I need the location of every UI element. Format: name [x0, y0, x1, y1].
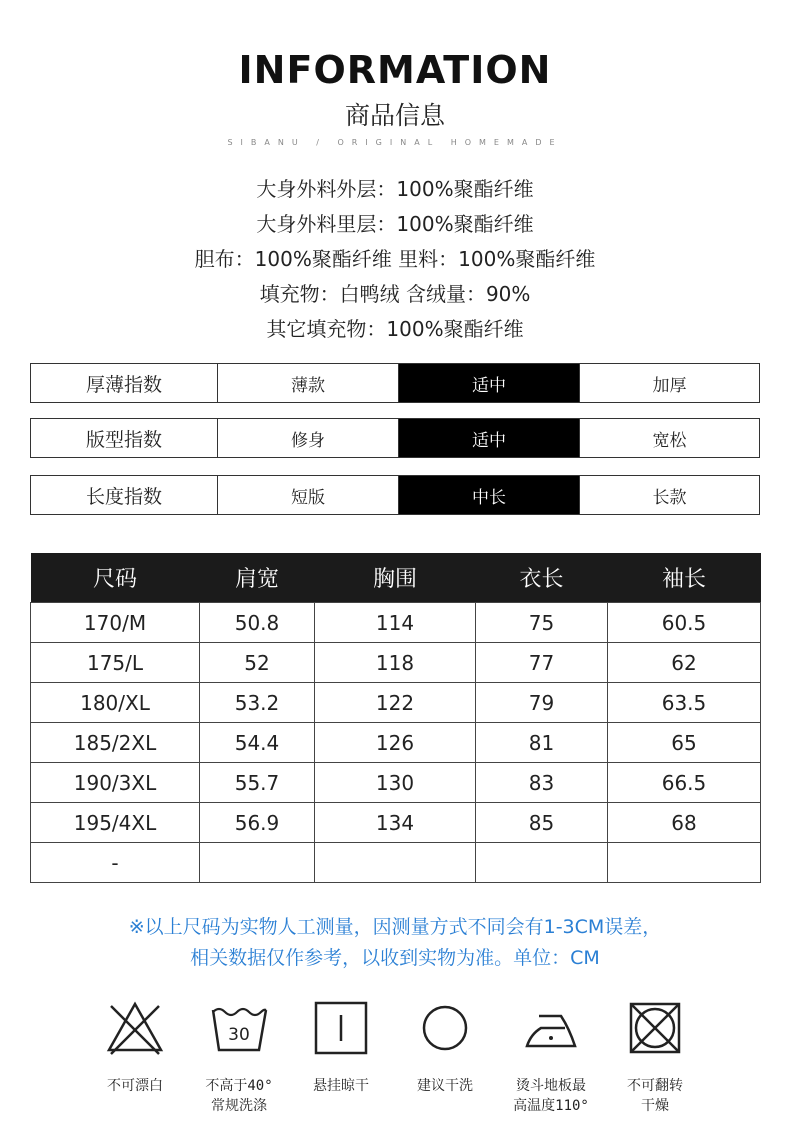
- table-cell: 63.5: [608, 683, 761, 723]
- care-item: [80, 998, 190, 1096]
- table-cell: 62: [608, 643, 761, 683]
- table-cell: 122: [315, 683, 476, 723]
- no-bleach-icon: [105, 998, 165, 1058]
- table-cell: 83: [476, 763, 608, 803]
- table-cell: 185/2XL: [31, 723, 200, 763]
- table-cell: 53.2: [200, 683, 315, 723]
- table-cell: 55.7: [200, 763, 315, 803]
- index-option-selected: 适中: [398, 419, 579, 457]
- care-item: [390, 998, 500, 1096]
- hang-dry-icon: [311, 998, 371, 1058]
- care-item: [496, 998, 606, 1116]
- column-header: 胸围: [315, 553, 476, 603]
- table-cell: 190/3XL: [31, 763, 200, 803]
- care-label: 悬挂晾干: [313, 1078, 369, 1094]
- care-label: 不可翻转: [627, 1078, 683, 1094]
- table-cell: 130: [315, 763, 476, 803]
- index-label: 厚薄指数: [85, 373, 162, 396]
- care-label: 常规洗涤: [211, 1098, 267, 1114]
- brand-subtitle: SIBANU / ORIGINAL HOMEMADE: [227, 138, 563, 147]
- size-table-header: [31, 553, 761, 603]
- table-row: [31, 803, 761, 843]
- table-row: [31, 843, 761, 883]
- table-row: [31, 603, 761, 643]
- index-label: 版型指数: [85, 428, 162, 451]
- care-label: 干燥: [641, 1098, 669, 1114]
- table-cell: [608, 843, 761, 883]
- table-cell: 77: [476, 643, 608, 683]
- index-option: 加厚: [579, 364, 759, 402]
- measurement-note: [0, 912, 790, 974]
- table-cell: 66.5: [608, 763, 761, 803]
- title-cn: 商品信息: [344, 101, 445, 130]
- wash-temp-text: 30: [228, 1025, 250, 1045]
- care-label: 不可漂白: [107, 1078, 163, 1094]
- index-option: 修身: [217, 419, 398, 457]
- index-option: 宽松: [579, 419, 759, 457]
- table-cell: 60.5: [608, 603, 761, 643]
- index-option: 长款: [579, 476, 759, 514]
- table-cell: 50.8: [200, 603, 315, 643]
- table-cell: 170/M: [31, 603, 200, 643]
- table-cell: 54.4: [200, 723, 315, 763]
- fabric-line: 胆布：100%聚酯纤维 里料：100%聚酯纤维: [194, 247, 596, 271]
- care-item: [600, 998, 710, 1116]
- table-cell: 56.9: [200, 803, 315, 843]
- table-cell: 52: [200, 643, 315, 683]
- table-cell: 85: [476, 803, 608, 843]
- index-option-selected: 中长: [398, 476, 579, 514]
- table-row: [31, 683, 761, 723]
- care-label: 烫斗地板最: [516, 1078, 586, 1094]
- table-cell: [200, 843, 315, 883]
- table-cell: 68: [608, 803, 761, 843]
- column-header: 肩宽: [200, 553, 315, 603]
- table-cell: 180/XL: [31, 683, 200, 723]
- fabric-line: 其它填充物：100%聚酯纤维: [266, 317, 524, 341]
- care-item: [286, 998, 396, 1096]
- care-label: 不高于40°: [205, 1078, 273, 1094]
- fabric-line: 大身外料里层：100%聚酯纤维: [256, 212, 534, 236]
- table-row: [31, 763, 761, 803]
- index-option: 短版: [217, 476, 398, 514]
- table-row: [31, 723, 761, 763]
- fabric-line: 填充物：白鸭绒 含绒量：90%: [259, 282, 531, 306]
- index-label: 长度指数: [85, 485, 162, 508]
- table-cell: 65: [608, 723, 761, 763]
- table-cell: 75: [476, 603, 608, 643]
- no-tumble-dry-icon: [625, 998, 685, 1058]
- table-cell: 175/L: [31, 643, 200, 683]
- index-option: 薄款: [217, 364, 398, 402]
- dry-clean-icon: [415, 998, 475, 1058]
- table-cell: 118: [315, 643, 476, 683]
- size-table: [30, 553, 761, 883]
- fabric-line: 大身外料外层：100%聚酯纤维: [256, 177, 534, 201]
- table-cell: 81: [476, 723, 608, 763]
- table-cell: [476, 843, 608, 883]
- wash-30-icon: [209, 998, 269, 1058]
- note-line: 相关数据仅作参考，以收到实物为准。单位：CM: [190, 947, 600, 969]
- column-header: 尺码: [31, 553, 200, 603]
- index-row-thickness: [30, 363, 760, 403]
- title-en: INFORMATION: [238, 48, 552, 92]
- column-header: 袖长: [608, 553, 761, 603]
- index-option-selected: 适中: [398, 364, 579, 402]
- care-item: [184, 998, 294, 1116]
- table-cell: [315, 843, 476, 883]
- table-cell: 79: [476, 683, 608, 723]
- table-row: [31, 643, 761, 683]
- table-cell: 134: [315, 803, 476, 843]
- table-cell: 114: [315, 603, 476, 643]
- table-cell: 195/4XL: [31, 803, 200, 843]
- column-header: 衣长: [476, 553, 608, 603]
- table-cell: 126: [315, 723, 476, 763]
- iron-low-icon: [521, 998, 581, 1058]
- care-label: 建议干洗: [417, 1078, 473, 1094]
- note-line: ※以上尺码为实物人工测量，因测量方式不同会有1-3CM误差，: [128, 916, 662, 938]
- index-row-fit: [30, 418, 760, 458]
- care-label: 高温度110°: [513, 1098, 589, 1114]
- index-row-length: [30, 475, 760, 515]
- care-instructions: [0, 998, 790, 1128]
- fabric-info: [0, 172, 790, 347]
- table-cell: -: [31, 843, 200, 883]
